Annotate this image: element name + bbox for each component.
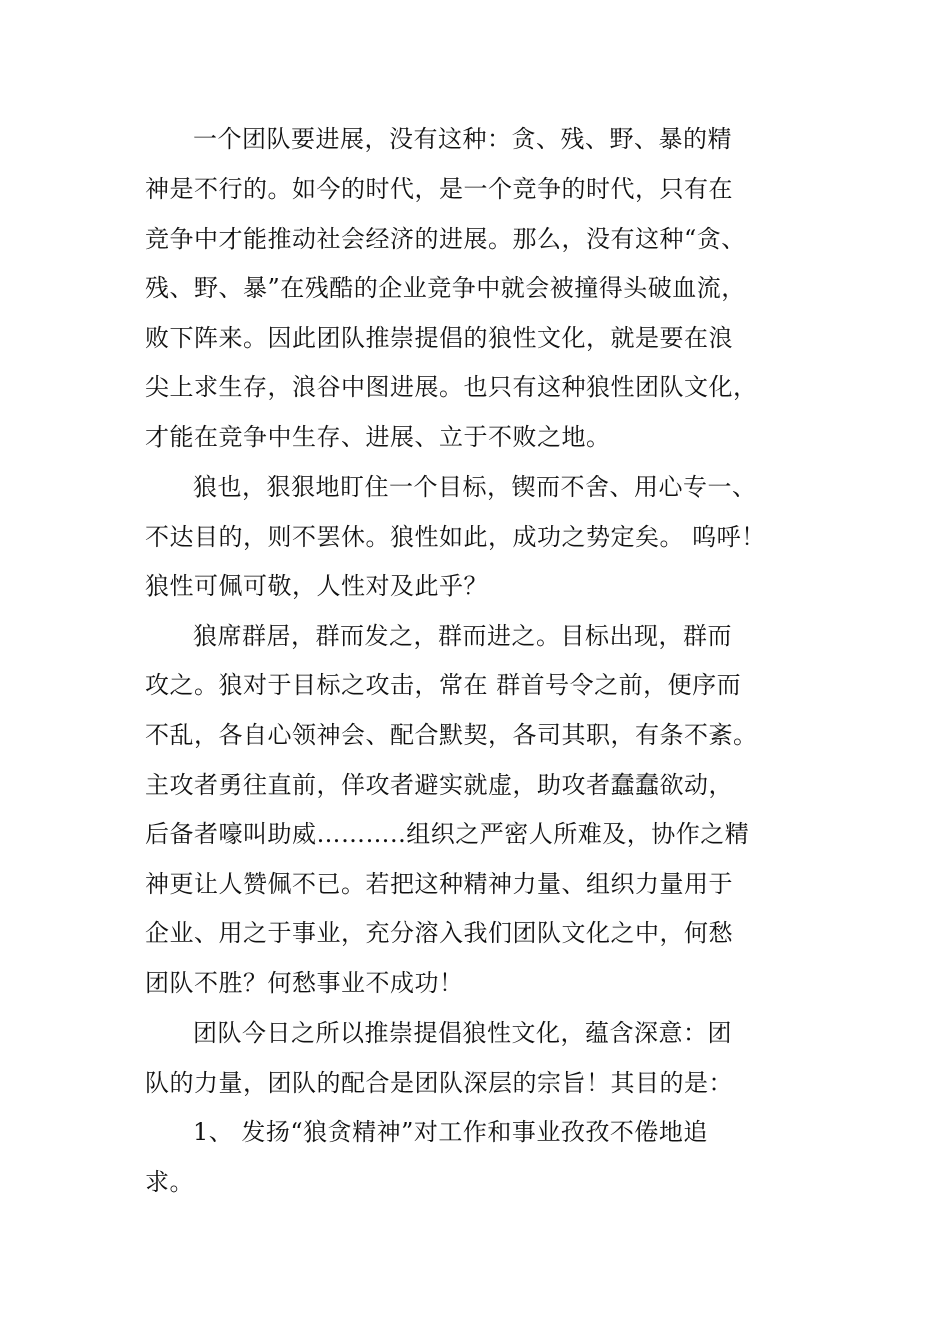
text-line: 求。 [145,1168,194,1196]
text-line: 后备者嚎叫助威………..组织之严密人所难及，协作之精 [145,820,750,848]
text-line: 企业、用之于事业，充分溶入我们团队文化之中，何愁 [145,919,733,947]
text-line: 狼席群居，群而发之，群而进之。目标出现，群而 [193,622,732,650]
list-item: 1、 发扬“狼贪精神”对工作和事业孜孜不倦地追 [193,1118,708,1146]
text-line: 团队不胜？何愁事业不成功！ [145,969,464,997]
text-line: 败下阵来。因此团队推崇提倡的狼性文化，就是要在浪 [145,324,733,352]
text-line: 一个团队要进展，没有这种：贪、残、野、暴的精 [193,125,732,153]
text-line: 竞争中才能推动社会经济的进展。那么，没有这种“贪、 [145,225,746,253]
text-line: 尖上求生存，浪谷中图进展。也只有这种狼性团队文化， [145,373,758,401]
text-line: 攻之。狼对于目标之攻击，常在 群首号令之前，便序而 [145,671,742,699]
text-line: 残、野、暴”在残酷的企业竞争中就会被撞得头破血流， [145,274,746,302]
text-line: 神更让人赞佩不已。若把这种精神力量、组织力量用于 [145,870,733,898]
text-line: 主攻者勇往直前，佯攻者避实就虚，助攻者蠢蠢欲动， [145,771,733,799]
text-line: 神是不行的。如今的时代，是一个竞争的时代，只有在 [145,175,733,203]
text-line: 队的力量，团队的配合是团队深层的宗旨！其目的是： [145,1069,733,1097]
text-line: 团队今日之所以推崇提倡狼性文化，蕴含深意：团 [193,1019,732,1047]
text-line: 不达目的，则不罢休。狼性如此，成功之势定矣。 呜呼！ [145,523,766,551]
text-line: 不乱，各自心领神会、配合默契，各司其职，有条不紊。 [145,721,758,749]
text-line: 狼也，狠狠地盯住一个目标，锲而不舍、用心专一、 [193,473,757,501]
text-line: 狼性可佩可敬，人性对及此乎？ [145,572,488,600]
text-line: 才能在竞争中生存、进展、立于不败之地。 [145,423,611,451]
